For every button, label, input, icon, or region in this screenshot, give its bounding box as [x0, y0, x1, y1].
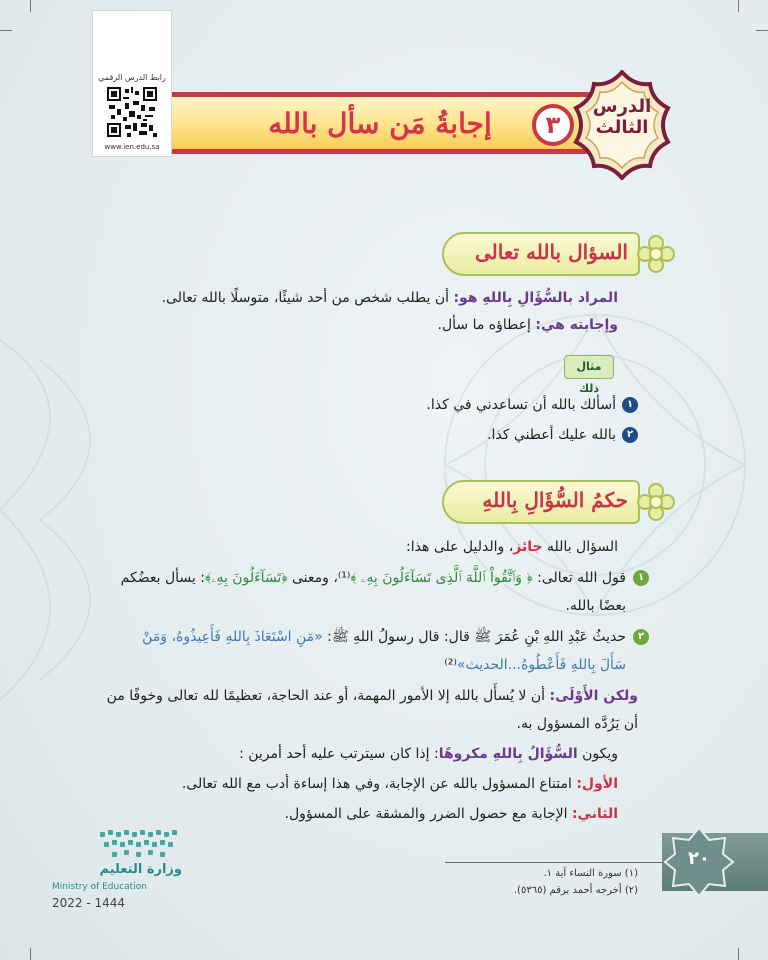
ruling-intro — [58, 536, 618, 558]
ruling-value: جائز — [513, 539, 543, 555]
footnote-mark: ⁽¹⁾، ومعنى — [287, 570, 351, 586]
quran-verse: ﴿ وَٱتَّقُواْ ٱللَّهَ ٱلَّذِى تَسَآءَلُونَ بِهِۦ ﴾ — [350, 570, 533, 586]
crop-mark — [738, 0, 739, 12]
hadith-text: «مَنِ اسْتَعَاذَ بِاللهِ فَأَعِيذُوهُ، وَمَنْ — [142, 629, 323, 645]
example-tag: مثال ذلك — [564, 355, 614, 379]
answer-text: إعطاؤه ما سأل. — [437, 317, 536, 333]
lesson-number: ٣ — [532, 104, 574, 146]
better-text: أن لا يُسأَل بالله إلا الأمور المهمة، أو عند الحاجة، تعظيمًا لله تعالى وخوفًا من — [106, 688, 550, 704]
example-item — [56, 424, 616, 446]
page-number: ٢٠ — [688, 848, 710, 869]
ruling-intro-end: ، والدليل على هذا: — [406, 539, 514, 555]
section-title-ruling: حكمُ السُّؤَالِ بِاللهِ — [482, 488, 628, 512]
crop-mark — [756, 30, 768, 31]
answer-line — [58, 314, 618, 336]
crop-mark — [30, 948, 31, 960]
better-line-continued — [78, 713, 638, 735]
evidence-line — [56, 567, 626, 589]
hadith-text: سَأَلَ بِاللهِ فَأَعْطُوهُ...الحديث» — [456, 657, 626, 673]
lesson-title: إجابةُ مَن سأل بالله — [268, 107, 492, 140]
evidence-prefix: قول الله تعالى: — [532, 570, 626, 586]
qr-code-icon[interactable] — [107, 87, 157, 137]
better-term: ولكن الأَوْلَى: — [549, 688, 638, 704]
ministry-name-english: Ministry of Education — [52, 882, 147, 892]
quran-verse-phrase: ﴿تَسَآءَلُونَ بِهِۦ﴾ — [204, 570, 288, 586]
section-title-asking-by-allah: السؤال بالله تعالى — [474, 240, 628, 264]
footnote: (٢) أخرجه أحمد برقم (٥٣٦٥). — [513, 885, 638, 896]
crop-mark — [738, 948, 739, 960]
example-text: بالله عليك أعطني كذا. — [487, 427, 616, 443]
lesson-badge-line2: الثالث — [595, 117, 649, 138]
makruh-end: : إذا كان سيترتب عليه أحد أمرين : — [239, 746, 439, 762]
lesson-badge-line1: الدرس — [592, 96, 652, 117]
hadith-prefix: حديثُ عَبْدِ اللهِ بْنِ عُمَرَ ﷺ قال: قال رسولُ اللهِ ﷺ: — [322, 629, 626, 645]
footnote-divider — [445, 862, 665, 863]
flower-ornament-icon — [636, 234, 676, 274]
second-condition — [58, 803, 618, 825]
makruh-line — [58, 743, 618, 765]
definition-line — [58, 287, 618, 309]
qr-caption: رابط الدرس الرقمي — [98, 73, 166, 82]
first-text: امتناع المسؤول بالله عن الإجابة، وفي هذا إساءة أدب مع الله تعالى. — [181, 776, 577, 792]
first-condition — [58, 773, 618, 795]
definition-text: أن يطلب شخص من أحد شيئًا، متوسلًا بالله تعالى. — [161, 290, 454, 306]
evidence-number: ١ — [633, 570, 649, 586]
example-text: أسألك بالله أن تساعدني في كذا. — [426, 397, 616, 413]
better-line — [38, 685, 638, 707]
crop-mark — [30, 0, 31, 12]
answer-term: وإجابته هي: — [535, 317, 618, 333]
edition-year: 2022 - 1444 — [52, 896, 126, 910]
qr-code-panel[interactable] — [92, 10, 172, 157]
crop-mark — [0, 30, 12, 31]
definition-term: المراد بالسُّؤَالِ بِاللهِ هو: — [453, 290, 618, 306]
first-term: الأول: — [576, 776, 618, 792]
qr-url: www.ien.edu.sa — [104, 143, 160, 151]
hadith-line-continued — [66, 654, 626, 676]
example-number: ٢ — [622, 427, 638, 443]
footnote: (١) سورة النساء آية ١. — [543, 868, 638, 879]
evidence-line-continued — [66, 595, 626, 617]
ministry-name-arabic: وزارة التعليم — [99, 862, 182, 877]
evidence-suffix: : يسأل بعضُكم — [120, 570, 205, 586]
makruh-term: السُّؤَالُ بِاللهِ مكروهًا — [438, 746, 578, 762]
evidence-text: بعضًا بالله. — [565, 598, 626, 614]
flower-ornament-icon — [636, 482, 676, 522]
better-text: أن يَرُدَّه المسؤول به. — [516, 716, 638, 732]
footnote-mark: ⁽²⁾ — [444, 657, 457, 673]
makruh-start: ويكون — [577, 746, 618, 762]
evidence-number: ٢ — [633, 629, 649, 645]
second-term: الثاني: — [571, 806, 618, 822]
ministry-logo-icon — [96, 828, 182, 862]
example-item — [56, 394, 616, 416]
example-number: ١ — [622, 397, 638, 413]
lesson-badge-label — [582, 96, 662, 138]
ruling-intro-start: السؤال بالله — [542, 539, 618, 555]
second-text: الإجابة مع حصول الضرر والمشقة على المسؤول. — [284, 806, 572, 822]
hadith-line — [56, 626, 626, 648]
